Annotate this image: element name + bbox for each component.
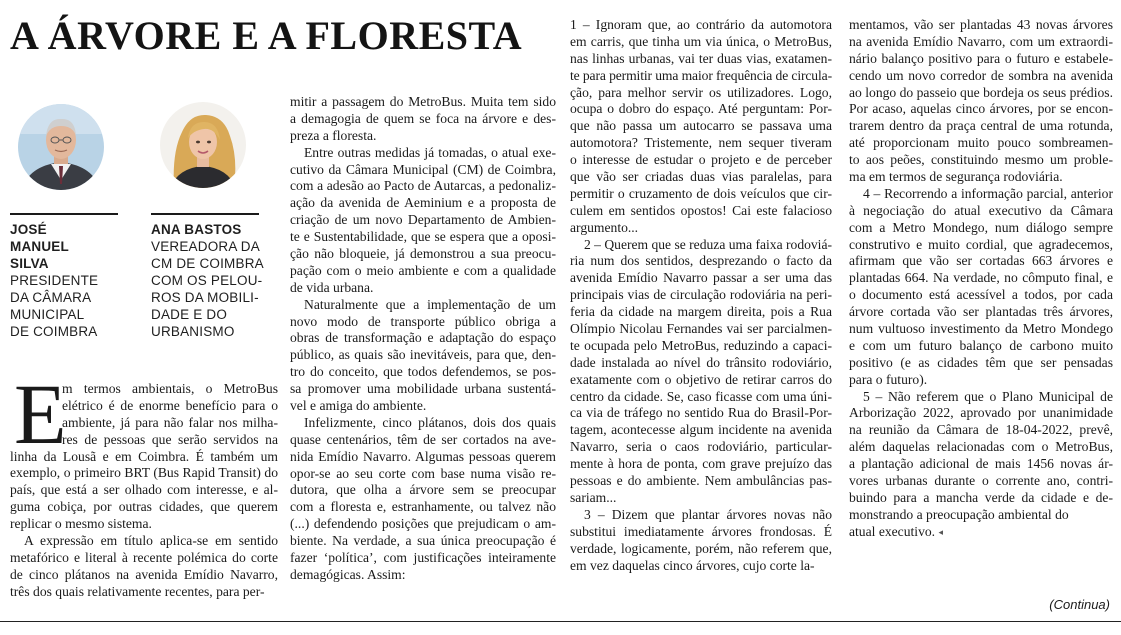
article-line: com a adesão ao Pacto de Autarcas, a pedonaliz- bbox=[290, 178, 556, 194]
article-line: ção, para melhor servir os utilizadores. Logo, bbox=[570, 84, 832, 100]
article-line: num vultuoso investimento da Metro Mondego bbox=[849, 321, 1113, 337]
article-line: feria da cidade na margem direita, pois a Rua bbox=[570, 304, 832, 320]
author-photo-jose-manuel-silva bbox=[18, 104, 104, 190]
author-photo-ana-bastos bbox=[160, 102, 246, 188]
article-line: exatamente com o objetivo de retirar carros do bbox=[570, 371, 832, 387]
end-of-article-icon: ◂ bbox=[938, 526, 943, 537]
article-line: Por acaso, aquelas cinco árvores, por se encon- bbox=[849, 101, 1113, 117]
author-role-line: PRESIDENTE bbox=[10, 273, 99, 288]
article-line: biente. Na verdade, a sua única preocupação é bbox=[290, 533, 556, 549]
article-line: ocupa o dobro do espaço. Até perguntam: Por- bbox=[570, 101, 832, 117]
article-line: replicar o mesmo sistema. bbox=[10, 516, 152, 532]
article-line: linha da Lousã e em Coimbra. É também um bbox=[10, 448, 278, 464]
headline: A ÁRVORE E A FLORESTA bbox=[10, 13, 523, 58]
article-line: Infelizmente, cinco plátanos, dois dos quais bbox=[304, 414, 556, 430]
article-line: o documento está acessível a todos, por cada bbox=[849, 287, 1113, 303]
article-line: cutivo da Câmara Municipal (CM) de Coimbra, bbox=[290, 161, 556, 177]
article-line: para o futuro). bbox=[849, 371, 928, 387]
author-role-line: DADE E DO bbox=[151, 307, 228, 322]
article-line: 4 – Recorrendo a informação parcial, anterior bbox=[863, 185, 1113, 201]
article-line: preza a floresta. bbox=[290, 127, 377, 143]
author-role-line: DA CÂMARA bbox=[10, 290, 92, 305]
article-line: Entre outras medidas já tomadas, o atual exe- bbox=[304, 144, 556, 160]
article-line: elétrico é de enorme benefício para o bbox=[62, 397, 278, 413]
article-column-2 bbox=[290, 94, 556, 584]
article-line: 3 – Dizem que plantar árvores novas não bbox=[584, 506, 832, 522]
article-line: ria num dos sentidos, desprezando o facto da bbox=[570, 253, 832, 269]
author-divider bbox=[10, 213, 118, 215]
article-line: e com um futuro balanço de carbono muito bbox=[849, 337, 1113, 353]
author-role-line: CM DE COIMBRA bbox=[151, 256, 264, 271]
article-line: com a Metro Mondego, num diálogo sempre bbox=[849, 219, 1113, 235]
article-line: demagógicas. Assim: bbox=[290, 566, 406, 582]
author-name-line: SILVA bbox=[10, 256, 49, 271]
article-line: cendo um novo corredor de sombra na avenida bbox=[849, 67, 1113, 83]
article-line: A expressão em título aplica-se em sentido bbox=[24, 533, 278, 549]
article-last-line bbox=[849, 524, 1113, 541]
article-line: to aos peões, constituindo mesmo um proble- bbox=[849, 152, 1113, 168]
article-line: 2 – Querem que se reduza uma faixa rodoviá- bbox=[584, 236, 832, 252]
article-line: obras de transformação e adaptação do espaço bbox=[290, 330, 556, 346]
article-line: nida Emídio Navarro. Algumas pessoas querem bbox=[290, 448, 556, 464]
article-line: na avenida Emídio Navarro, com um extraordi- bbox=[849, 33, 1113, 49]
article-line: mentamos, vão ser plantadas 43 novas árvores bbox=[849, 17, 1113, 32]
article-line: vores urbanas durante o corrente ano, contri- bbox=[849, 473, 1113, 489]
article-line: Naturalmente que a implementação de um bbox=[304, 296, 556, 312]
article-line: a demagogia de quem se foca na árvore e des- bbox=[290, 110, 556, 126]
article-line: que não passa um autocarro se passava uma bbox=[570, 118, 832, 134]
article-line: plantadas 664. Na verdade, no cômputo final, e bbox=[849, 270, 1113, 286]
author-ana-bastos bbox=[151, 221, 269, 340]
article-line: tro do conceito, que todos defendemos, se pos- bbox=[290, 364, 556, 380]
article-line: buindo para a mancha verde da cidade e de- bbox=[849, 489, 1113, 505]
article-line: metafórico e literal à recente polémica do corte bbox=[10, 549, 278, 565]
article-line: quase centenários, têm de ser cortados na ave- bbox=[290, 431, 556, 447]
article-line: positivo (e as cidades têm que ser pensadas bbox=[849, 354, 1113, 370]
article-line: ao longo do passeio que bordeja os seus prédios. bbox=[849, 84, 1113, 100]
article-column-3 bbox=[570, 17, 832, 574]
article-line: sariam... bbox=[570, 489, 617, 505]
article-line: ca via de tráfego no sentido Rua do Brasil-Por- bbox=[570, 405, 832, 421]
author-name-line: ANA BASTOS bbox=[151, 222, 242, 237]
article-line: ção não bloqueie, já demonstrou a sua preocu- bbox=[290, 246, 556, 262]
article-line: centro da cidade. Se, caso ficasse com uma úni- bbox=[570, 388, 832, 404]
article-line: Arborização 2022, aprovado por unanimidade bbox=[849, 405, 1113, 421]
article-line: público, as quais são inevitáveis, para que, den- bbox=[290, 347, 556, 363]
article-line: te e Sustentabilidade, que se espera que a oposi- bbox=[290, 229, 556, 245]
article-line: até proporcionam muito pouco sombreamen- bbox=[849, 135, 1113, 151]
author-role-line: MUNICIPAL bbox=[10, 307, 85, 322]
article-line: novo modo de transporte público obriga a bbox=[290, 313, 556, 329]
article-line: de cinco plátanos na avenida Emídio Navarro, bbox=[10, 566, 278, 582]
article-line: permitir o cruzamento de dois veículos que cir- bbox=[570, 185, 832, 201]
article-line: país, que está a ser olhado com interesse, e al- bbox=[10, 482, 278, 498]
article-line: te ocupada pelo MetroBus, reduzindo a capaci- bbox=[570, 337, 832, 353]
article-line: dade instalada ao nível do trânsito rodoviário, bbox=[570, 354, 832, 370]
article-line: tagem, acontecesse algum incidente na avenida bbox=[570, 422, 832, 438]
article-line: avenida Emídio Navarro passar a ser uma das bbox=[570, 270, 832, 286]
article-line: na reunião da Câmara de 18-04-2022, prevê, bbox=[849, 422, 1113, 438]
article-line: guma cobiça, por outras cidades, que querem bbox=[10, 499, 278, 515]
article-line: afirmam que vão ser cortadas 663 árvores e bbox=[849, 253, 1113, 269]
article-line: construtivo e muito cordial, que agradecemos, bbox=[849, 236, 1113, 252]
author-role-line: ROS DA MOBILI- bbox=[151, 290, 259, 305]
article-column-4 bbox=[849, 17, 1113, 541]
author-divider bbox=[151, 213, 259, 215]
article-line: m termos ambientais, o MetroBus bbox=[62, 381, 278, 396]
article-line: criação de um novo Departamento de Ambien- bbox=[290, 212, 556, 228]
article-line: substitui imediatamente árvores frondosas. É bbox=[570, 523, 832, 539]
article-line: mente à hora de ponta, com grave prejuízo das bbox=[570, 456, 832, 472]
article-line: a plantação adicional de mais 1456 novas ár- bbox=[849, 456, 1113, 472]
article-column-1 bbox=[10, 366, 278, 601]
article-line: dutora, que olha a árvore sem se preocupar bbox=[290, 482, 556, 498]
article-line: monstrando a preocupação ambiental do bbox=[849, 506, 1069, 522]
article-line: principais vias de circulação rodoviária na peri- bbox=[570, 287, 832, 303]
continued-label: (Continua) bbox=[1049, 597, 1110, 612]
article-line: trarem dentro da praça central de uma rotunda, bbox=[849, 118, 1113, 134]
article-line: argumento... bbox=[570, 219, 639, 235]
article-line: Navarro, seria o caos rodoviário, particular- bbox=[570, 439, 832, 455]
author-role-line: URBANISMO bbox=[151, 324, 235, 339]
author-name-line: JOSÉ bbox=[10, 222, 47, 237]
article-line: nas linhas urbanas, vai ter duas vias, exatamen- bbox=[570, 50, 832, 66]
article-line: em carris, que tinha um via única, o MetroBus, bbox=[570, 33, 832, 49]
article-line: (...) defendendo posições que prejudicam o am- bbox=[290, 516, 556, 532]
article-line: automotora? Tristemente, nem sequer tiveram bbox=[570, 135, 832, 151]
author-role-line: VEREADORA DA bbox=[151, 239, 260, 254]
author-jose-manuel-silva bbox=[10, 221, 128, 340]
bottom-divider bbox=[0, 621, 1121, 622]
article-line: árvore cortada vão ser plantadas três árvores, bbox=[849, 304, 1113, 320]
article-line: verdade, logicamente, porém, não referem que, bbox=[570, 540, 832, 556]
article-line: culem em sentidos opostos! Cai este falacioso bbox=[570, 202, 832, 218]
article-line: opor-se ao seu corte com base numa visão re- bbox=[290, 465, 556, 481]
article-line: além daquelas relacionadas com o MetroBus, bbox=[849, 439, 1113, 455]
article-line: Olímpio Nicolau Fernandes vai ser parcialmen- bbox=[570, 321, 832, 337]
article-line: com a floresta e, estranhamente, ou talvez não bbox=[290, 499, 556, 515]
author-role-line: DE COIMBRA bbox=[10, 324, 98, 339]
article-line: te para permitir uma maior frequência de circula- bbox=[570, 67, 832, 83]
article-line: ação da avenida de Aeminium e a proposta de bbox=[290, 195, 556, 211]
article-line: que vão ser criadas duas vias paralelas, para bbox=[570, 169, 832, 185]
article-line: três dos quais relativamente recentes, para per- bbox=[10, 583, 265, 599]
article-line: em vez daquelas cinco árvores, cujo corte la- bbox=[570, 557, 815, 573]
drop-cap: E bbox=[14, 366, 67, 462]
article-line: 1 – Ignoram que, ao contrário da automotora bbox=[570, 17, 832, 32]
article-line: mitir a passagem do MetroBus. Muita tem sido bbox=[290, 94, 556, 109]
article-line: res de pessoas que serão servidos na bbox=[62, 431, 278, 447]
article-line: de vida urbana. bbox=[290, 279, 374, 295]
article-line: 5 – Não referem que o Plano Municipal de bbox=[863, 388, 1113, 404]
article-line: ambiente, já para não falar nos milha- bbox=[62, 414, 278, 430]
article-line: nário balanço positivo para o futuro e estabele- bbox=[849, 50, 1113, 66]
article-line: atual executivo. bbox=[849, 523, 936, 539]
article-line: exemplo, o primeiro BRT (Bus Rapid Transit) do bbox=[10, 465, 278, 481]
article-line: pessoas e do ambiente. Nem ambulâncias pas- bbox=[570, 473, 832, 489]
article-line: o interesse de estudar o projeto e de perceber bbox=[570, 152, 832, 168]
article-line: fazer ‘política’, com justificações inteiramente bbox=[290, 550, 556, 566]
article-line: sa promover uma mobilidade urbana sustentá- bbox=[290, 381, 556, 397]
article-line: pação com o meio ambiente e com a qualidade bbox=[290, 262, 556, 278]
article-line: à negociação do atual executivo da Câmara bbox=[849, 202, 1113, 218]
article-line: ma em termos de segurança rodoviária. bbox=[849, 169, 1063, 185]
author-name-line: MANUEL bbox=[10, 239, 69, 254]
author-role-line: COM OS PELOU- bbox=[151, 273, 263, 288]
article-line: vel e amiga do ambiente. bbox=[290, 398, 427, 414]
